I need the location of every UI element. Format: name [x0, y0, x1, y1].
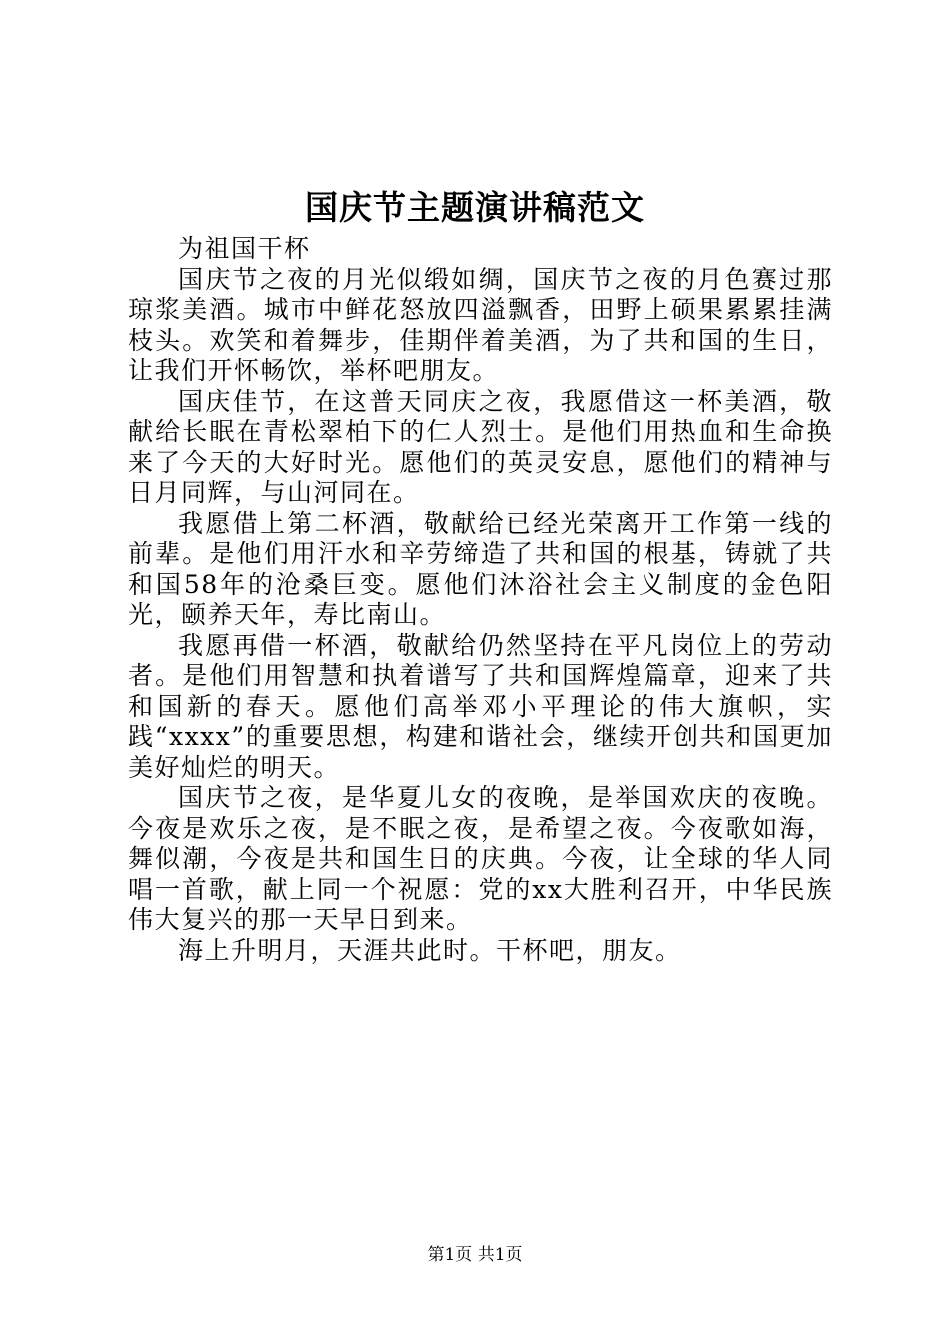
paragraph-5: 国庆节之夜，是华夏儿女的夜晚，是举国欢庆的夜晚。今夜是欢乐之夜，是不眠之夜，是希望之夜。今夜歌如海，舞似潮，今夜是共和国生日的庆典。今夜，让全球的华人同唱一首歌，献上同一个祝愿：党的xx大胜利召开，中华民族伟大复兴的那一天早日到来。 — [128, 783, 833, 934]
document-title: 国庆节主题演讲稿范文 — [305, 188, 645, 227]
paragraph-subtitle: 为祖国干杯 — [178, 234, 311, 263]
document-body — [128, 234, 833, 966]
page-footer: 第1页 共1页 — [427, 1245, 523, 1265]
paragraph-4: 我愿再借一杯酒，敬献给仍然坚持在平凡岗位上的劳动者。是他们用智慧和执着谱写了共和国辉煌篇章，迎来了共和国新的春天。愿他们高举邓小平理论的伟大旗帜，实践“xxxx”的重要思想，构建和谐社会，继续开创共和国更加美好灿烂的明天。 — [128, 630, 833, 782]
paragraph-1: 国庆节之夜的月光似缎如绸，国庆节之夜的月色赛过那琼浆美酒。城市中鲜花怒放四溢飘香，田野上硕果累累挂满枝头。欢笑和着舞步，佳期伴着美酒，为了共和国的生日，让我们开怀畅饮，举杯吧朋友。 — [128, 264, 833, 385]
paragraph-6: 海上升明月，天涯共此时。干杯吧，朋友。 — [178, 935, 682, 965]
paragraph-2: 国庆佳节，在这普天同庆之夜，我愿借这一杯美酒，敬献给长眠在青松翠柏下的仁人烈士。是他们用热血和生命换来了今天的大好时光。愿他们的英灵安息，愿他们的精神与日月同辉，与山河同在。 — [128, 386, 833, 507]
paragraph-3: 我愿借上第二杯酒，敬献给已经光荣离开工作第一线的前辈。是他们用汗水和辛劳缔造了共和国的根基，铸就了共和国58年的沧桑巨变。愿他们沐浴社会主义制度的金色阳光，颐养天年，寿比南山。 — [128, 508, 833, 629]
